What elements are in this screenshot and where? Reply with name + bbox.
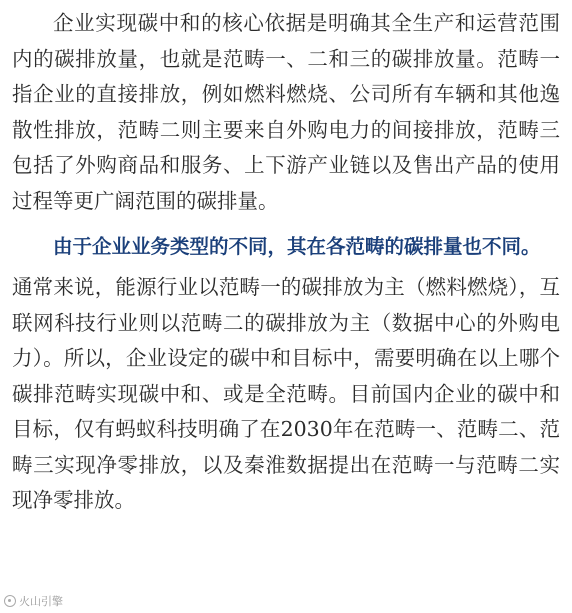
watermark (4, 593, 63, 609)
article-body (12, 0, 560, 519)
watermark-logo-icon (4, 595, 16, 607)
paragraph-detail: 通常来说，能源行业以范畴一的碳排放为主（燃料燃烧），互联网科技行业则以范畴二的碳排放为主（数据中心的外购电力）。所以，企业设定的碳中和目标中，需要明确在以上哪个碳排范畴实现碳中和、或是全范畴。目前国内企业的碳中和目标，仅有蚂蚁科技明确了在2030年在范畴一、范畴二、范畴三实现净零排放，以及秦淮数据提出在范畴一与范畴二实现净零排放。 (12, 275, 560, 512)
paragraph-intro: 企业实现碳中和的核心依据是明确其全生产和运营范围内的碳排放量，也就是范畴一、二和三的碳排放量。范畴一指企业的直接排放，例如燃料燃烧、公司所有车辆和其他逸散性排放，范畴二则主要来自外购电力的间接排放，范畴三包括了外购商品和服务、上下游产业链以及售出产品的使用过程等更广阔范围的碳排量。 (12, 11, 560, 213)
highlight-sentence: 由于企业业务类型的不同，其在各范畴的碳排量也不同。 (53, 235, 541, 258)
watermark-text: 火山引擎 (19, 595, 63, 608)
